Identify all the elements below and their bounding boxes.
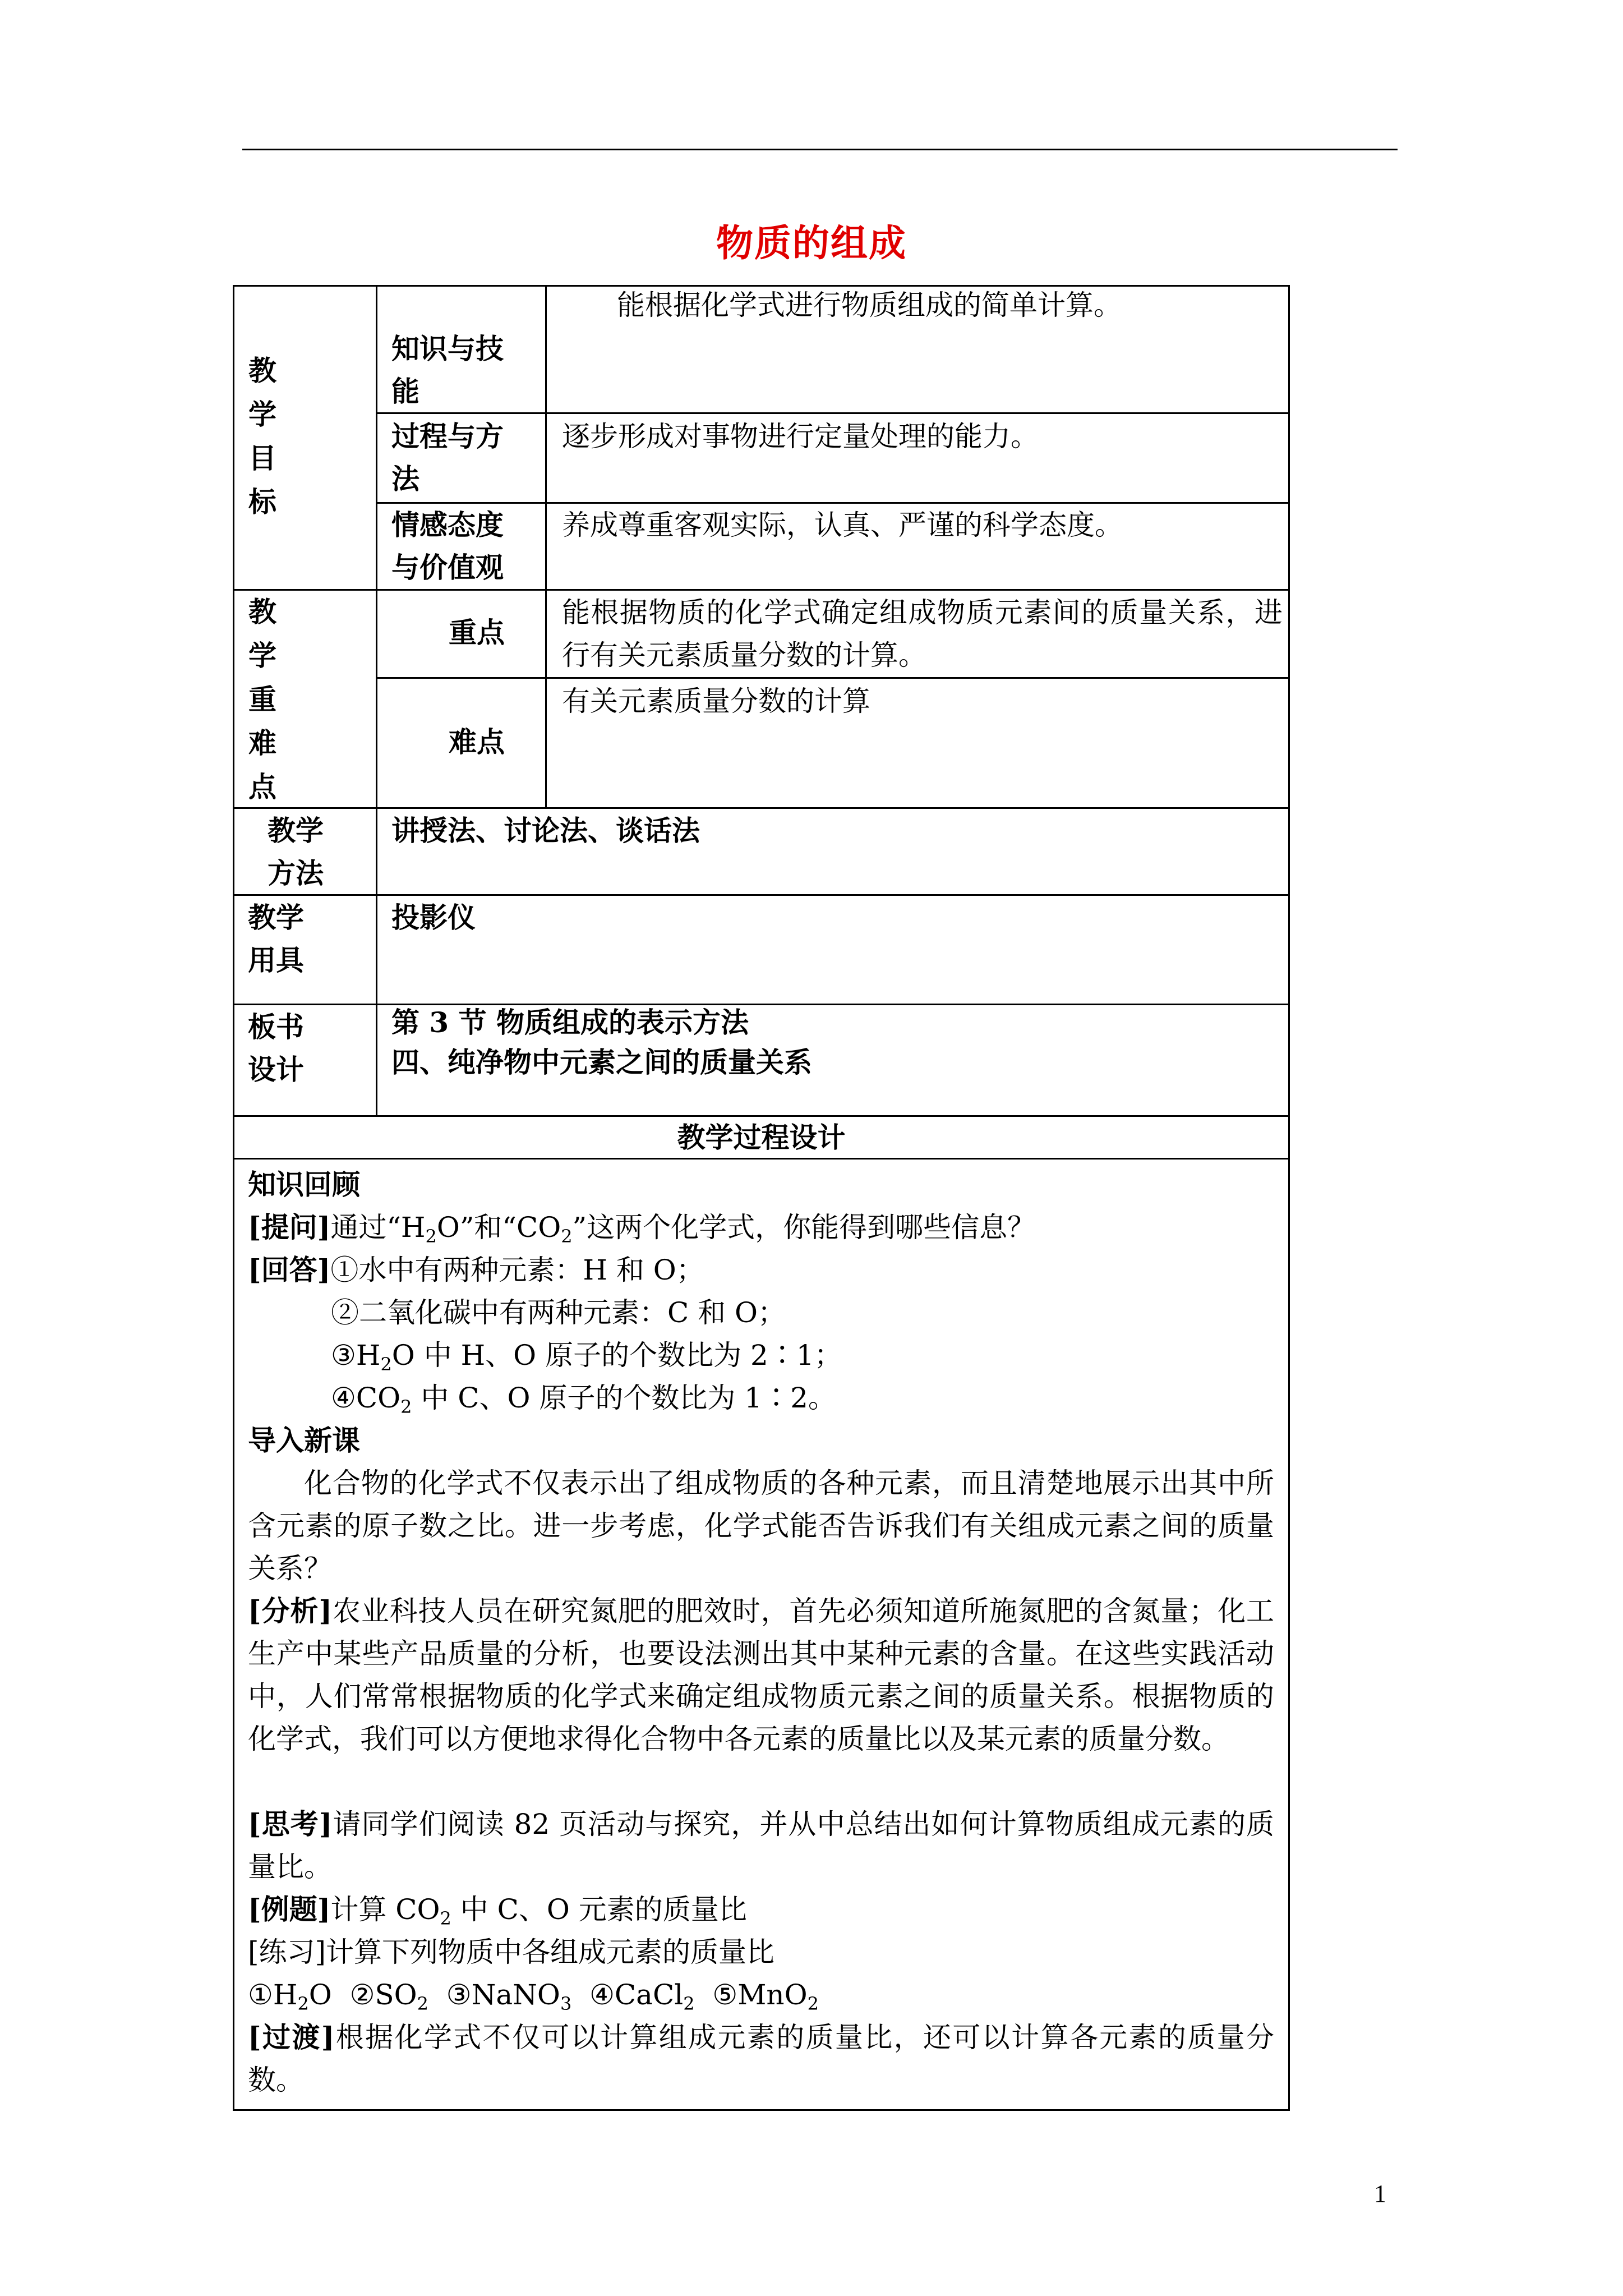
think-paragraph bbox=[248, 1803, 1274, 1888]
focus-hard-content: 有关元素质量分数的计算 bbox=[562, 685, 870, 717]
tools-content-cell bbox=[376, 894, 1290, 1005]
focus-hard-label: 难点 bbox=[449, 725, 505, 758]
intro-heading: 导入新课 bbox=[248, 1424, 360, 1457]
goals-label bbox=[246, 349, 279, 524]
goals-row-3-content: 养成尊重客观实际，认真、严谨的科学态度。 bbox=[562, 509, 1123, 541]
practice-line bbox=[248, 1931, 774, 1973]
tools-content: 投影仪 bbox=[391, 901, 476, 934]
focus-key-content: 能根据物质的化学式确定组成物质元素间的质量关系，进行有关元素质量分数的计算。 bbox=[562, 596, 1283, 671]
analysis-tag: [分析] bbox=[248, 1594, 333, 1627]
goals-row-3-label: 情感态度与价值观 bbox=[391, 508, 504, 584]
transition-tag: [过渡] bbox=[248, 2021, 335, 2054]
answer-4: $④CO_2$ 中 C、O 原子的个数比为 1∶2。 bbox=[331, 1382, 836, 1418]
transition-paragraph bbox=[248, 2016, 1274, 2101]
header-rule bbox=[242, 149, 1398, 150]
process-header: 教学过程设计 bbox=[677, 1121, 846, 1154]
example-text: 计算 $CO_2$ 中 C、O 元素的质量比 bbox=[330, 1893, 747, 1929]
goals-row-2-label: 过程与方法 bbox=[391, 420, 504, 495]
goals-row-1-label: 知识与技能 bbox=[391, 332, 504, 408]
practice-tag: [练习] bbox=[248, 1936, 326, 1968]
goals-row-2-content: 逐步形成对事物进行定量处理的能力。 bbox=[562, 420, 1039, 453]
analysis-text: 农业科技人员在研究氮肥的肥效时，首先必须知道所施氮肥的含氮量；化工生产中某些产品质量的分析，也要设法测出其中某种元素的含量。在这些实践活动中，人们常常根据物质的化学式来确定组成物质元素之间的质量关系。根据物质的化学式，我们可以方便地求得化合物中各元素的质量比以及某元素的质量分数。 bbox=[248, 1595, 1274, 1755]
transition-text: 根据化学式不仅可以计算组成元素的质量比，还可以计算各元素的质量分数。 bbox=[248, 2021, 1274, 2096]
focus-label-text: 教学重难点 bbox=[248, 595, 276, 803]
intro-paragraph: 化合物的化学式不仅表示出了组成物质的各种元素，而且清楚地展示出其中所含元素的原子数之比。进一步考虑，化学式能否告诉我们有关组成元素之间的质量关系？ bbox=[248, 1467, 1274, 1585]
think-tag: [思考] bbox=[248, 1807, 333, 1841]
board-label: 板书设计 bbox=[248, 1010, 304, 1086]
focus-key-label: 重点 bbox=[449, 616, 505, 649]
question-text: 通过“$H_2O$”和“$CO_2$”这两个化学式，你能得到哪些信息？ bbox=[330, 1211, 1036, 1247]
goals-row-1-content: 能根据化学式进行物质组成的简单计算。 bbox=[617, 289, 1122, 321]
practice-text: 计算下列物质中各组成元素的质量比 bbox=[326, 1936, 775, 1968]
answer-line-1 bbox=[248, 1249, 704, 1291]
page-number: 1 bbox=[1374, 2180, 1386, 2207]
answer-3: $③H_2O$ 中 H、O 原子的个数比为 2∶1； bbox=[331, 1339, 842, 1375]
board-line-2: 四、纯净物中元素之间的质量关系 bbox=[391, 1046, 812, 1079]
answer-tag: [回答] bbox=[248, 1253, 331, 1286]
think-text: 请同学们阅读 82 页活动与探究，并从中总结出如何计算物质组成元素的质量比。 bbox=[248, 1808, 1274, 1883]
practice-items: $①H_2O$ $②SO_2$ ③NaNO$_3$ ④CaCl$_2$ ⑤MnO$_2$ bbox=[248, 1978, 819, 2014]
question-tag: [提问] bbox=[248, 1211, 331, 1244]
focus-label bbox=[246, 590, 279, 809]
answer-1: ①水中有两种元素：H 和 O； bbox=[330, 1254, 704, 1286]
method-label: 教学方法 bbox=[268, 814, 324, 890]
method-content: 讲授法、讨论法、谈话法 bbox=[391, 814, 700, 847]
page-title: 物质的组成 bbox=[716, 221, 907, 265]
review-heading: 知识回顾 bbox=[248, 1168, 360, 1201]
goals-label-text: 教学目标 bbox=[248, 354, 276, 518]
example-tag: [例题] bbox=[248, 1893, 331, 1926]
board-line-1: 第 3 节 物质组成的表示方法 bbox=[391, 1006, 749, 1039]
tools-label: 教学用具 bbox=[248, 901, 304, 977]
analysis-paragraph bbox=[248, 1590, 1274, 1760]
answer-2: ②二氧化碳中有两种元素：C 和 O； bbox=[331, 1296, 786, 1329]
